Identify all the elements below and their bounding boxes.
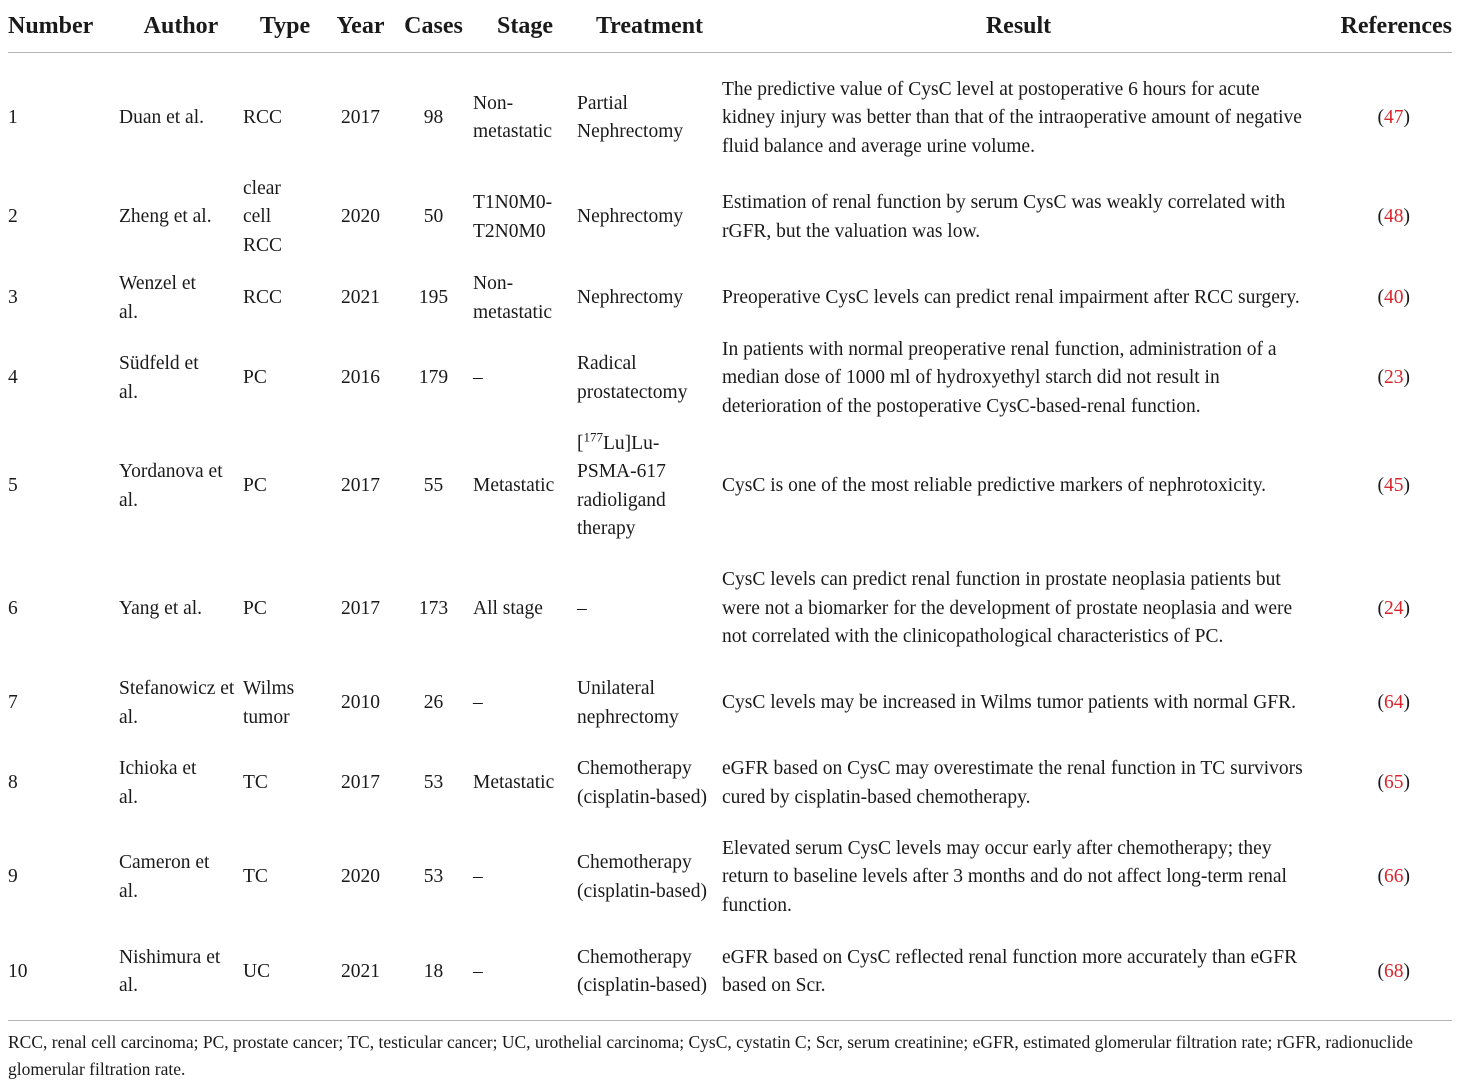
cell-stage: – <box>473 367 483 389</box>
reference-link[interactable]: 45 <box>1384 475 1404 497</box>
cell-cases: 55 <box>423 475 444 497</box>
cell-reference <box>1315 925 1452 1020</box>
header-type: Type <box>243 0 327 53</box>
ref-close: ) <box>1403 772 1410 794</box>
reference-link[interactable]: 40 <box>1384 287 1404 309</box>
cell-author: Yang et al. <box>119 597 203 619</box>
cell-year: 2020 <box>341 866 380 888</box>
table-row <box>8 831 1452 925</box>
cell-stage: All stage <box>473 597 543 619</box>
cell-author: Nishimura et al. <box>119 946 221 996</box>
cell-reference <box>1315 548 1452 671</box>
cell-stage: – <box>473 960 483 982</box>
cell-reference <box>1315 266 1452 332</box>
cell-treatment: Chemotherapy (cisplatin-based) <box>577 852 707 902</box>
table-row <box>8 170 1452 266</box>
treatment-text: Lu]Lu-PSMA-617 radioligand therapy <box>577 432 666 539</box>
cell-stage: Non-metastatic <box>473 273 553 323</box>
cell-year: 2021 <box>341 287 380 309</box>
cell-treatment: Unilateral nephrectomy <box>577 678 679 728</box>
cell-reference <box>1315 332 1452 426</box>
ref-open: ( <box>1377 107 1384 128</box>
ref-open: ( <box>1377 475 1384 497</box>
ref-close: ) <box>1403 367 1410 389</box>
cell-result: Estimation of renal function by serum CysC was weakly correlated with rGFR, but the valuation was low. <box>722 192 1286 242</box>
cell-number: 6 <box>8 597 18 619</box>
cell-treatment: – <box>577 597 587 619</box>
cell-result: CysC levels can predict renal function in prostate neoplasia patients but were not a biomarker for the development of prostate neoplasia and were not correlated with the clinicopathological characteristics of PC. <box>722 569 1293 648</box>
cell-result: The predictive value of CysC level at postoperative 6 hours for acute kidney injury was better than that of the intraoperative amount of negative fluid balance and average urine volume. <box>722 78 1302 157</box>
cell-year: 2017 <box>341 107 380 128</box>
reference-link[interactable]: 24 <box>1384 597 1404 619</box>
ref-close: ) <box>1403 866 1410 888</box>
studies-table <box>8 0 1452 1020</box>
cell-year: 2020 <box>341 206 380 228</box>
isotope-superscript: 177 <box>583 429 603 444</box>
ref-open: ( <box>1377 367 1384 389</box>
cell-type: UC <box>243 960 271 982</box>
cell-year: 2017 <box>341 772 380 794</box>
cell-result: In patients with normal preoperative renal function, administration of a median dose of 1000 ml of hydroxyethyl starch did not result in deterioration of the postoperative CysC-based-renal function. <box>722 338 1277 417</box>
cell-type: PC <box>243 367 267 389</box>
cell-cases: 98 <box>423 107 444 128</box>
table-row <box>8 925 1452 1020</box>
cell-result: Elevated serum CysC levels may occur early after chemotherapy; they return to baseline levels after 3 months and do not affect long-term renal function. <box>722 837 1287 916</box>
table-row <box>8 266 1452 332</box>
cell-cases: 53 <box>423 772 444 794</box>
cell-author: Duan et al. <box>119 107 205 128</box>
cell-type: PC <box>243 597 267 619</box>
cell-number: 7 <box>8 692 18 714</box>
cell-number: 8 <box>8 772 18 794</box>
cell-stage: – <box>473 692 483 714</box>
reference-link[interactable]: 48 <box>1384 206 1404 228</box>
cell-cases: 179 <box>418 367 449 389</box>
table-row <box>8 426 1452 548</box>
cell-type: PC <box>243 475 267 497</box>
ref-open: ( <box>1377 287 1384 309</box>
cell-treatment: Chemotherapy (cisplatin-based) <box>577 946 707 996</box>
reference-link[interactable]: 66 <box>1384 866 1404 888</box>
ref-close: ) <box>1403 597 1410 619</box>
cell-treatment: Chemotherapy (cisplatin-based) <box>577 758 707 808</box>
cell-result: Preoperative CysC levels can predict renal impairment after RCC surgery. <box>722 287 1300 309</box>
cell-year: 2021 <box>341 960 380 982</box>
ref-open: ( <box>1377 597 1384 619</box>
cell-number: 5 <box>8 475 18 497</box>
reference-link[interactable]: 23 <box>1384 367 1404 389</box>
cell-number: 2 <box>8 206 18 228</box>
header-references: References <box>1315 0 1452 53</box>
table-container <box>8 0 1452 1020</box>
table-footnote: RCC, renal cell carcinoma; PC, prostate cancer; TC, testicular cancer; UC, urothelial carcinoma; CysC, cystatin C; Scr, serum creatinine; eGFR, estimated glomerular filtration rate; rGFR, radionuclide glomerular filtration rate. <box>8 1020 1452 1083</box>
table-row <box>8 332 1452 426</box>
header-stage: Stage <box>473 0 577 53</box>
cell-author: Zheng et al. <box>119 206 212 228</box>
reference-link[interactable]: 68 <box>1384 960 1404 982</box>
header-result: Result <box>722 0 1315 53</box>
table-row <box>8 548 1452 671</box>
cell-reference <box>1315 53 1452 170</box>
ref-close: ) <box>1403 107 1410 128</box>
cell-author: Wenzel et al. <box>119 273 196 323</box>
cell-year: 2017 <box>341 597 380 619</box>
ref-open: ( <box>1377 692 1384 714</box>
ref-close: ) <box>1403 206 1410 228</box>
cell-author: Stefanowicz et al. <box>119 678 235 728</box>
reference-link[interactable]: 64 <box>1384 692 1404 714</box>
cell-treatment <box>577 426 722 548</box>
cell-stage: Metastatic <box>473 475 555 497</box>
cell-author: Cameron et al. <box>119 852 210 902</box>
cell-treatment: Nephrectomy <box>577 287 684 309</box>
cell-treatment: Radical prostatectomy <box>577 353 688 403</box>
cell-treatment: Partial Nephrectomy <box>577 92 684 143</box>
ref-close: ) <box>1403 960 1410 982</box>
ref-close: ) <box>1403 475 1410 497</box>
cell-number: 3 <box>8 287 18 309</box>
cell-reference <box>1315 671 1452 737</box>
cell-author: Südfeld et al. <box>119 353 199 403</box>
cell-number: 9 <box>8 866 18 888</box>
cell-stage: Non-metastatic <box>473 92 553 143</box>
table-row <box>8 53 1452 170</box>
header-author: Author <box>119 0 243 53</box>
cell-cases: 53 <box>423 866 444 888</box>
cell-result: eGFR based on CysC reflected renal function more accurately than eGFR based on Scr. <box>722 946 1298 996</box>
cell-year: 2016 <box>341 367 380 389</box>
cell-result: eGFR based on CysC may overestimate the renal function in TC survivors cured by cisplatin-based chemotherapy. <box>722 758 1303 808</box>
cell-stage: – <box>473 866 483 888</box>
header-number: Number <box>8 0 119 53</box>
table-row <box>8 737 1452 831</box>
cell-type: TC <box>243 866 268 888</box>
cell-reference <box>1315 737 1452 831</box>
cell-year: 2010 <box>341 692 380 714</box>
cell-reference <box>1315 170 1452 266</box>
cell-year: 2017 <box>341 475 380 497</box>
cell-stage: T1N0M0-T2N0M0 <box>473 192 553 242</box>
cell-reference <box>1315 831 1452 925</box>
header-treatment: Treatment <box>577 0 722 53</box>
table-row <box>8 671 1452 737</box>
reference-link[interactable]: 65 <box>1384 772 1404 794</box>
cell-type: RCC <box>243 107 283 128</box>
cell-reference <box>1315 426 1452 548</box>
ref-close: ) <box>1403 692 1410 714</box>
reference-link[interactable]: 47 <box>1384 107 1404 128</box>
ref-close: ) <box>1403 287 1410 309</box>
cell-cases: 26 <box>423 692 444 714</box>
cell-treatment: Nephrectomy <box>577 206 684 228</box>
ref-open: ( <box>1377 206 1384 228</box>
cell-number: 10 <box>8 960 28 982</box>
cell-number: 4 <box>8 367 18 389</box>
header-cases: Cases <box>394 0 473 53</box>
header-year: Year <box>327 0 394 53</box>
cell-type: TC <box>243 772 268 794</box>
header-row <box>8 0 1452 53</box>
cell-number: 1 <box>8 107 18 128</box>
treatment-bracket: [ <box>577 432 584 454</box>
cell-cases: 195 <box>418 287 449 309</box>
cell-result: CysC levels may be increased in Wilms tumor patients with normal GFR. <box>722 692 1297 714</box>
cell-type: RCC <box>243 287 283 309</box>
cell-cases: 173 <box>418 597 449 619</box>
cell-author: Yordanova et al. <box>119 461 223 511</box>
cell-type: clear cell RCC <box>243 177 283 256</box>
cell-result: CysC is one of the most reliable predictive markers of nephrotoxicity. <box>722 475 1267 497</box>
cell-cases: 50 <box>423 206 444 228</box>
cell-author: Ichioka et al. <box>119 758 197 808</box>
cell-type: Wilms tumor <box>243 678 295 728</box>
cell-cases: 18 <box>423 960 444 982</box>
ref-open: ( <box>1377 960 1384 982</box>
ref-open: ( <box>1377 866 1384 888</box>
cell-stage: Metastatic <box>473 772 555 794</box>
ref-open: ( <box>1377 772 1384 794</box>
